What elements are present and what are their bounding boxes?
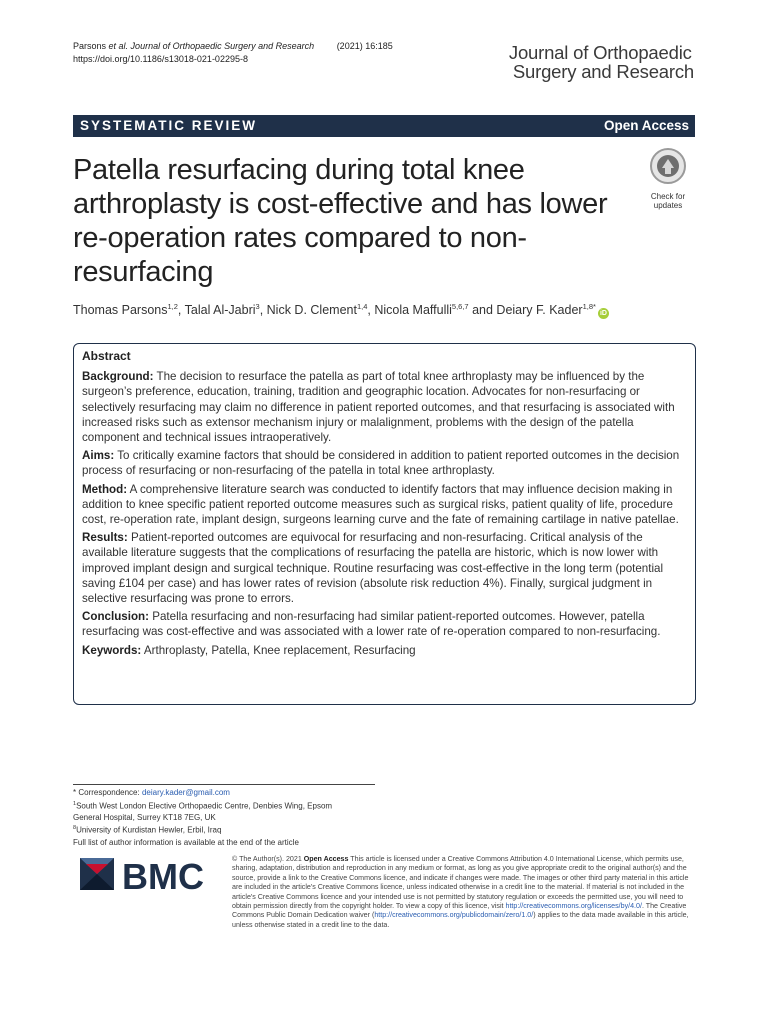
journal-name-line2: Surgery and Research [512,61,694,82]
copyright-text: © The Author(s). 2021 [232,855,302,863]
aims-text: To critically examine factors that should be considered in addition to patient reported outcomes in the decision process of resurfacing or non-resurfacing of the patella in total knee arthroplasty. [82,449,680,478]
affiliation-number: 1 [73,800,77,807]
check-for-updates-icon [648,147,688,185]
author-affiliation: 1,2 [167,302,178,311]
bmc-logo [80,852,220,896]
correspondence-line [73,787,393,799]
author-affiliation: 1,4 [356,302,368,311]
author[interactable]: Nick D. Clement [266,303,357,318]
footnote-divider [73,784,375,785]
aims-label: Aims: [82,449,115,463]
abstract-results [82,530,687,606]
footnotes [73,787,393,848]
keywords-text: Arthroplasty, Patella, Knee replacement, Resurfacing [143,643,416,657]
method-text: A comprehensive literature search was conducted to identify factors that may influence decision making in addition to knee specific patient reported outcome measures such as surgical risks, patient quality of life, procedure cost, re-operation rate, implant design, surgeons learning curve and the fate of remaining cartilage in native patellae. [82,482,679,527]
background-label: Background: [82,370,154,384]
abstract-keywords [82,643,687,658]
method-label: Method: [82,482,128,496]
affiliation-text: South West London Elective Orthopaedic Centre, Denbies Wing, Epsom [76,801,333,811]
cite-year: (2021) 16:185 [336,41,393,51]
license-text-1: This article is licensed under a Creative Commons Attribution 4.0 International License, which permits use, sharing, adaptation, distribution and reproduction in any medium or format, as long as you give appropriate credit to the original author(s) and the source, provide a link to the Creative Commons licence, and indicate if changes were made. The images or other third party material in this article are included in the article's Creative Commons licence, unless indicated otherwise in a credit line to the material. If material is not included in the article's Creative Commons licence and your intended use is not permitted by statutory regulation or exceeds the permitted use, you will need to obtain permission directly from the copyright holder. To view a copy of this licence, visit [232,855,689,911]
author-separator: , [177,303,185,318]
license-text-3: ) applies to the data made available in this article, unless otherwise stated in a credit line to the data. [232,911,689,929]
affiliation-8 [73,823,393,836]
check-updates-line2: updates [653,201,683,210]
orcid-icon[interactable]: iD [599,310,607,318]
article-type-banner [73,115,695,137]
abstract-method [82,482,687,528]
author-affiliation: 3 [255,302,260,311]
cc-by-link[interactable]: http://creativecommons.org/licenses/by/4.0/ [505,902,642,911]
author[interactable]: Thomas Parsons [73,303,168,318]
affiliation-1-cont: General Hospital, Surrey KT18 7EG, UK [73,812,216,822]
cite-journal: et al. Journal of Orthopaedic Surgery and Research [108,41,315,51]
affiliation-1 [73,799,393,812]
author-affiliation: 1,8* [582,302,596,311]
affiliation-number: 8 [73,825,77,832]
license-notice [232,855,692,930]
journal-logo [509,43,694,81]
more-author-info: Full list of author information is available at the end of the article [73,837,299,847]
keywords-label: Keywords: [82,643,142,657]
license-text-2: . The Creative Commons Public Domain Dedication waiver ( [232,902,687,920]
bmc-logo-mark [80,852,220,896]
article-type-label: SYSTEMATIC REVIEW [80,118,258,133]
citation-header [73,40,393,66]
conclusion-label: Conclusion: [82,610,149,624]
results-text: Patient-reported outcomes are equivocal for resurfacing and non-resurfacing. Critical analysis of the available literature suggests that the complications of resurfacing the patella are historic, which is now lower with improved implant design and surgical technique. Routine resurfacing was cost-effective in the long term (potential saving £104 per case) and has lower rates of revision (absolute risk reduction 4%). Finally, surgical judgment in selective resurfacing was prone to errors. [82,531,664,606]
background-text: The decision to resurface the patella as part of total knee arthroplasty may be influenced by the surgeon’s preference, education, training, tradition and geographic location. Advocates for non-resurfacing or selectively resurfacing may claim no difference in patient reported outcomes, and that resurfacing is associated with increased risks such as extensor mechanism injury or malalignment, problems with the design of the patella component and technical issues intraoperatively. [82,370,675,445]
author-and: and [468,303,497,318]
check-for-updates-button[interactable] [644,147,692,210]
correspondence-email-link[interactable]: deiary.kader@gmail.com [141,788,230,797]
correspondence-label: * Correspondence: [73,788,140,797]
check-for-updates-label [644,192,692,210]
conclusion-text: Patella resurfacing and non-resurfacing had similar patient-reported outcomes. However, patella resurfacing was cost-effective and was associated with a lower rate of re-operation compared to non-resurfacing. [82,610,661,639]
cite-author: Parsons [73,41,107,51]
abstract-heading: Abstract [82,349,131,363]
author-list [73,298,609,319]
abstract-conclusion [82,609,687,639]
affiliation-text: University of Kurdistan Hewler, Erbil, Iraq [76,826,222,836]
author[interactable]: Talal Al-Jabri [184,303,256,318]
citation-line [73,40,393,53]
check-updates-line1: Check for [650,192,686,201]
bmc-logo-text: BMC [122,856,204,896]
author-separator: , [367,303,375,318]
doi-link[interactable]: https://doi.org/10.1186/s13018-021-02295-8 [73,54,248,64]
article-title: Patella resurfacing during total knee arthroplasty is cost-effective and has lower re-operation rates compared to non-resurfacing [73,154,608,288]
author[interactable]: Nicola Maffulli [374,303,452,318]
license-open-access: Open Access [303,855,349,863]
author[interactable]: Deiary F. Kader [496,303,583,318]
author-affiliation: 5,6,7 [451,302,469,311]
abstract-aims [82,448,687,478]
abstract-background [82,369,687,445]
results-label: Results: [82,531,128,545]
cc-zero-link[interactable]: http://creativecommons.org/publicdomain/zero/1.0/ [374,911,534,920]
abstract-box [73,343,696,705]
journal-name-line1: Journal of Orthopaedic [508,42,692,63]
open-access-label: Open Access [603,118,689,133]
author-separator: , [259,303,267,318]
